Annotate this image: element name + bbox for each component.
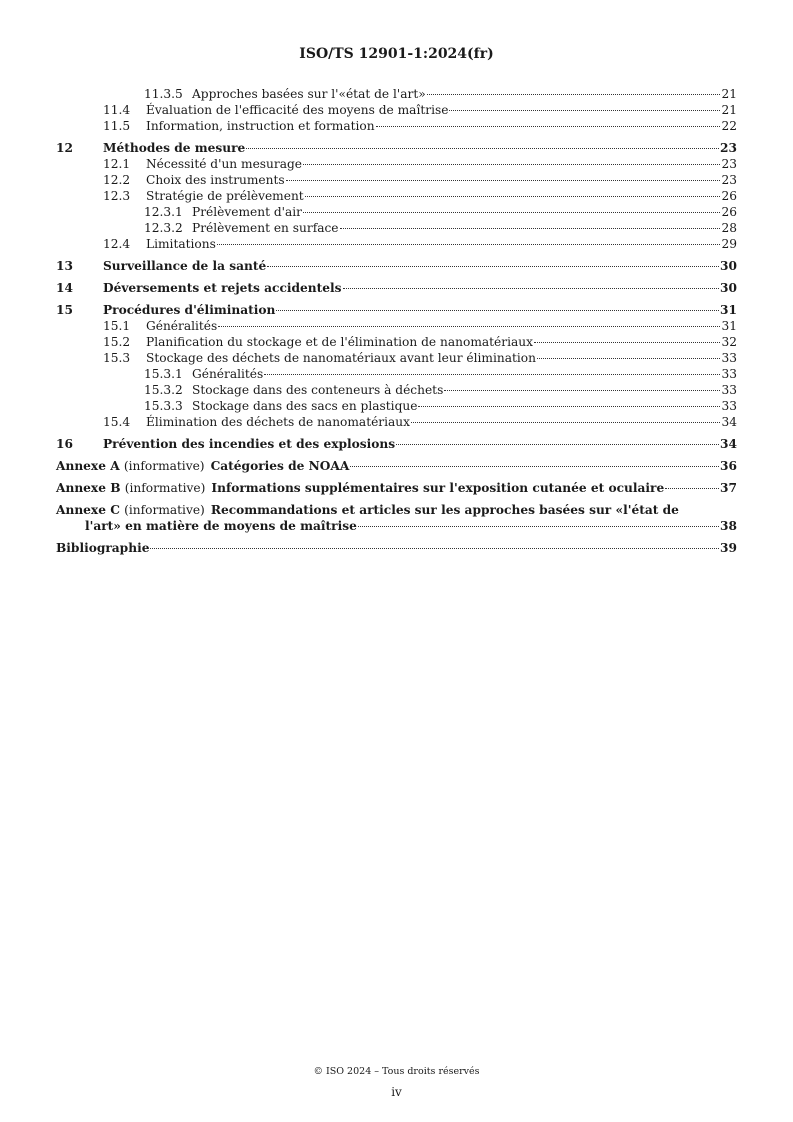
toc-entry[interactable]: [56, 204, 737, 220]
annex-title: Catégories de NOAA: [210, 459, 350, 473]
toc-entry[interactable]: [56, 102, 737, 118]
toc-entry[interactable]: [56, 318, 737, 334]
dot-leader: [340, 228, 721, 229]
toc-section-title: Procédures d'élimination: [103, 303, 276, 317]
toc-page-number: 34: [720, 437, 737, 451]
dot-leader: [350, 466, 719, 467]
toc-entry[interactable]: [56, 86, 737, 102]
toc-page-number: 36: [720, 459, 737, 473]
annex-title: Recommandations et articles sur les approches basées sur «l'état de: [210, 503, 679, 517]
dot-leader: [427, 94, 721, 95]
toc-page-number: 21: [721, 103, 737, 117]
toc-entry[interactable]: [56, 236, 737, 252]
toc-annex-a[interactable]: [56, 458, 737, 474]
toc-section-number: 16: [56, 437, 73, 451]
table-of-contents: [56, 86, 737, 556]
toc-section-number: 15.1: [103, 319, 131, 333]
toc-section-title: Stockage dans des sacs en plastique: [192, 399, 418, 413]
toc-page-number: 38: [720, 519, 737, 533]
toc-page-number: 22: [721, 119, 737, 133]
toc-section-title: Choix des instruments: [146, 173, 285, 187]
page-number: iv: [391, 1085, 402, 1099]
dot-leader: [218, 326, 720, 327]
toc-section-title: Évaluation de l'efficacité des moyens de maîtrise: [146, 103, 449, 117]
toc-section-title: Information, instruction et formation: [146, 119, 375, 133]
toc-page-number: 26: [721, 189, 737, 203]
toc-entry[interactable]: [56, 258, 737, 274]
toc-page-number: 30: [720, 281, 737, 295]
toc-section-title: Déversements et rejets accidentels: [103, 281, 342, 295]
dot-leader: [358, 526, 719, 527]
dot-leader: [267, 266, 719, 267]
toc-section-number: 13: [56, 259, 73, 273]
toc-page-number: 29: [721, 237, 737, 251]
annex-title-continued: l'art» en matière de moyens de maîtrise: [85, 519, 357, 533]
toc-entry[interactable]: [56, 118, 737, 134]
toc-section-number: 15.3.1: [144, 367, 183, 381]
toc-entry[interactable]: [56, 334, 737, 350]
toc-page-number: 31: [721, 319, 737, 333]
toc-entry[interactable]: [56, 156, 737, 172]
toc-section-number: 15.2: [103, 335, 131, 349]
toc-section-title: Prélèvement en surface: [192, 221, 339, 235]
toc-page-number: 33: [721, 399, 737, 413]
dot-leader: [444, 390, 720, 391]
dot-leader: [303, 164, 720, 165]
dot-leader: [286, 180, 721, 181]
document-header: ISO/TS 12901-1:2024(fr): [299, 46, 494, 62]
toc-section-title: Stockage dans des conteneurs à déchets: [192, 383, 444, 397]
dot-leader: [246, 148, 719, 149]
toc-page-number: 33: [721, 383, 737, 397]
toc-entry[interactable]: [56, 172, 737, 188]
dot-leader: [418, 406, 720, 407]
toc-entry[interactable]: [56, 220, 737, 236]
toc-section-number: 11.4: [103, 103, 131, 117]
toc-section-number: 12: [56, 141, 73, 155]
toc-section-number: 14: [56, 281, 73, 295]
toc-section-title: Généralités: [192, 367, 264, 381]
annex-kind: (informative): [124, 481, 206, 495]
toc-section-number: 11.3.5: [144, 87, 183, 101]
dot-leader: [396, 444, 719, 445]
toc-page-number: 23: [721, 157, 737, 171]
dot-leader: [537, 358, 720, 359]
toc-page-number: 31: [720, 303, 737, 317]
dot-leader: [343, 288, 720, 289]
toc-page-number: 30: [720, 259, 737, 273]
toc-entry[interactable]: [56, 382, 737, 398]
toc-entry[interactable]: [56, 366, 737, 382]
toc-section-number: 15.3.3: [144, 399, 183, 413]
toc-page-number: 23: [720, 141, 737, 155]
toc-section-title: Nécessité d'un mesurage: [146, 157, 303, 171]
toc-section-title: Surveillance de la santé: [103, 259, 267, 273]
toc-entry[interactable]: [56, 302, 737, 318]
dot-leader: [264, 374, 720, 375]
toc-section-title: Prévention des incendies et des explosions: [103, 437, 396, 451]
annex-kind: (informative): [123, 459, 205, 473]
toc-entry[interactable]: [56, 140, 737, 156]
toc-annex-b[interactable]: [56, 480, 737, 496]
toc-section-title: Planification du stockage et de l'élimination de nanomatériaux: [146, 335, 533, 349]
toc-page-number: 32: [721, 335, 737, 349]
dot-leader: [376, 126, 721, 127]
toc-section-title: Stratégie de prélèvement: [146, 189, 304, 203]
dot-leader: [411, 422, 720, 423]
dot-leader: [276, 310, 719, 311]
annex-label: Annexe B: [56, 481, 121, 495]
toc-page-number: 26: [721, 205, 737, 219]
dot-leader: [217, 244, 721, 245]
toc-page-number: 33: [721, 351, 737, 365]
toc-section-number: 15.4: [103, 415, 131, 429]
annex-label: Annexe A: [56, 459, 120, 473]
copyright-footer: © ISO 2024 – Tous droits réservés: [313, 1066, 480, 1077]
toc-section-title: Prélèvement d'air: [192, 205, 302, 219]
toc-section-number: 12.3.2: [144, 221, 183, 235]
annex-kind: (informative): [124, 503, 205, 517]
toc-page-number: 34: [721, 415, 737, 429]
annex-label: Annexe C: [56, 503, 120, 517]
toc-entry[interactable]: [56, 350, 737, 366]
toc-section-number: 12.2: [103, 173, 131, 187]
toc-bibliography[interactable]: [56, 540, 737, 556]
toc-entry[interactable]: [56, 398, 737, 414]
toc-section-title: Généralités: [146, 319, 218, 333]
annex-title: Informations supplémentaires sur l'exposition cutanée et oculaire: [211, 481, 665, 495]
toc-section-number: 15.3.2: [144, 383, 183, 397]
toc-entry[interactable]: [56, 188, 737, 204]
toc-section-number: 11.5: [103, 119, 131, 133]
toc-page-number: 33: [721, 367, 737, 381]
toc-entry[interactable]: [56, 414, 737, 430]
toc-section-title: Méthodes de mesure: [103, 141, 246, 155]
toc-section-number: 12.4: [103, 237, 131, 251]
toc-page-number: 21: [721, 87, 737, 101]
toc-section-title: Élimination des déchets de nanomatériaux: [146, 415, 411, 429]
dot-leader: [305, 196, 721, 197]
toc-annex-c[interactable]: [56, 502, 737, 534]
toc-page-number: 28: [721, 221, 737, 235]
toc-entry[interactable]: [56, 436, 737, 452]
toc-section-title: Limitations: [146, 237, 216, 251]
dot-leader: [665, 488, 719, 489]
dot-leader: [150, 548, 719, 549]
dot-leader: [449, 110, 720, 111]
toc-section-title: Approches basées sur l'«état de l'art»: [192, 87, 426, 101]
dot-leader: [303, 212, 721, 213]
toc-section-number: 15.3: [103, 351, 131, 365]
toc-entry[interactable]: [56, 280, 737, 296]
dot-leader: [534, 342, 721, 343]
toc-page-number: 23: [721, 173, 737, 187]
toc-section-number: 12.3: [103, 189, 131, 203]
toc-page-number: 37: [720, 481, 737, 495]
toc-entries: [56, 86, 737, 452]
toc-page-number: 39: [720, 541, 737, 555]
toc-section-number: 12.1: [103, 157, 131, 171]
bibliography-title: Bibliographie: [56, 541, 150, 555]
toc-section-title: Stockage des déchets de nanomatériaux avant leur élimination: [146, 351, 536, 365]
toc-section-number: 12.3.1: [144, 205, 183, 219]
toc-section-number: 15: [56, 303, 73, 317]
